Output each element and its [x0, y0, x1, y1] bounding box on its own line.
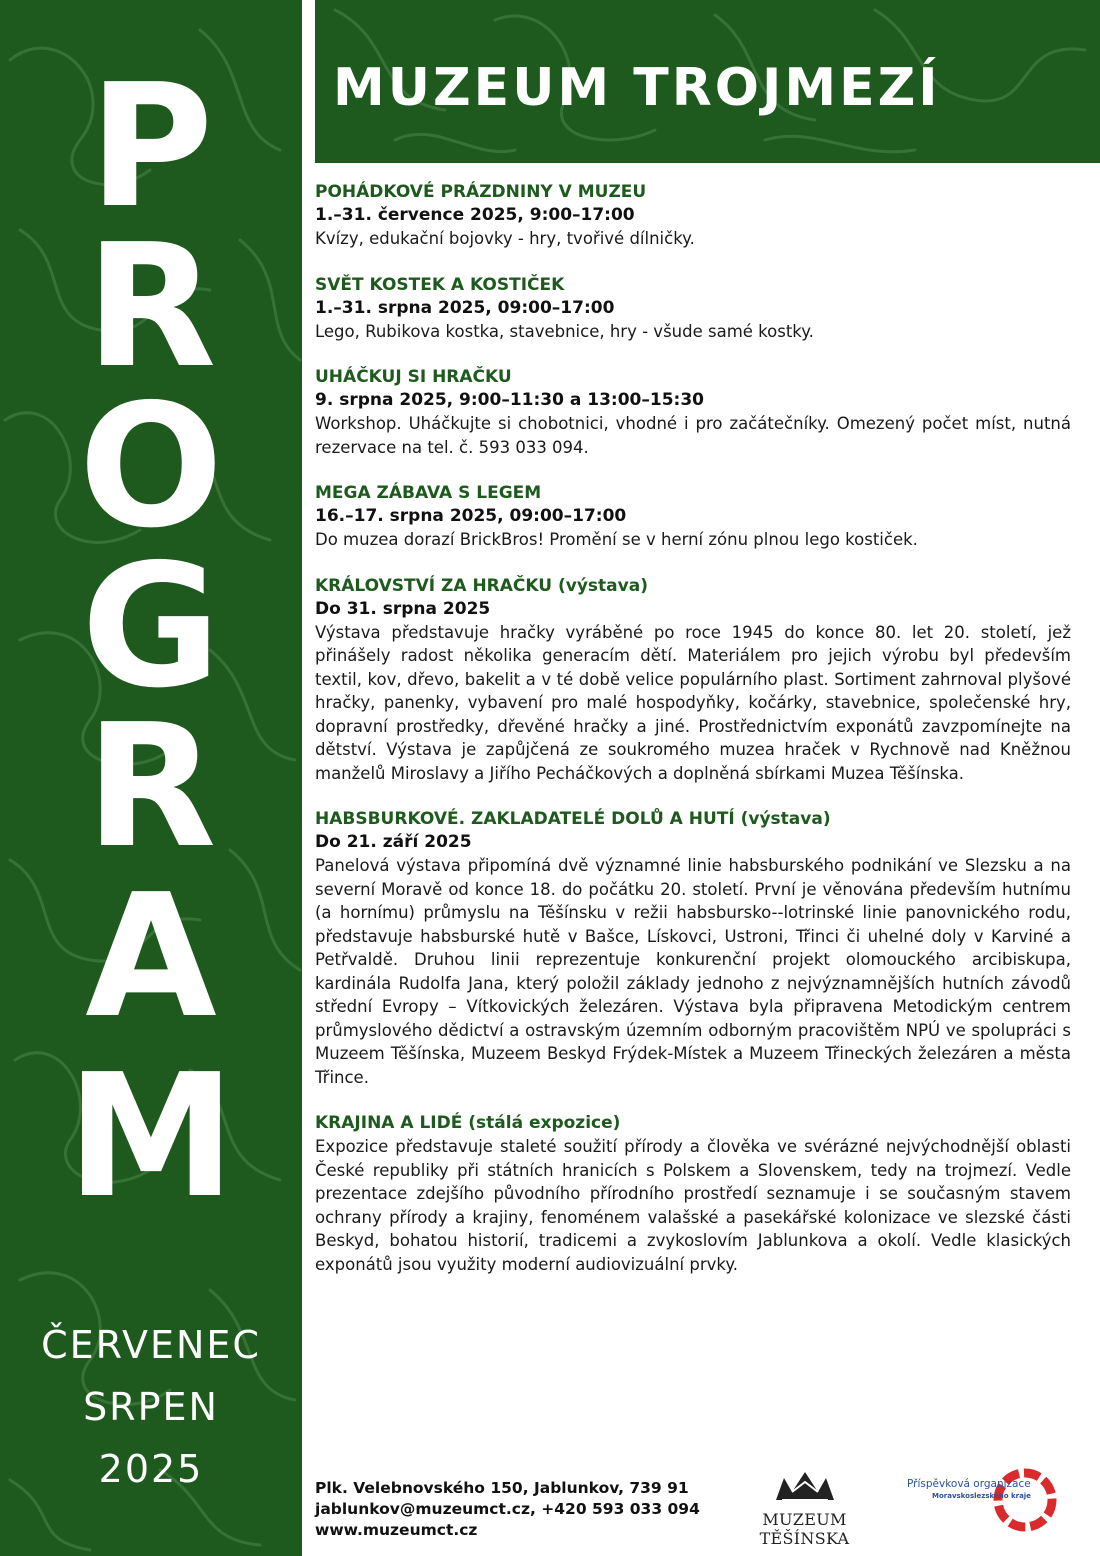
month-august: SRPEN — [83, 1385, 219, 1429]
event-item — [315, 273, 1071, 344]
event-title: POHÁDKOVÉ PRÁZDNINY V MUZEU — [315, 182, 647, 202]
event-date: 1.–31. července 2025, 9:00–17:00 — [315, 205, 635, 225]
month-july: ČERVENEC — [41, 1323, 261, 1367]
program-letter-g: G — [81, 528, 221, 726]
region-logo — [904, 1466, 1064, 1536]
event-item — [315, 365, 1071, 459]
museum-logo-text: MUZEUM TĚŠÍNSKA — [759, 1510, 850, 1548]
event-item — [315, 481, 1071, 552]
program-letter-p: P — [88, 48, 214, 246]
events-list — [315, 180, 1071, 1298]
header-banner — [315, 0, 1100, 163]
event-description: Expozice představuje staleté soužití přírody a člověka ve svérázné nejvýchodnější oblasti České republiky při státních hranicích s Polskem a Slovenskem, tedy na trojmezí. Vedle prezentace zdejšího původního přírodního prostředí seznamuje i se současným stavem ochrany přírody a krajiny, fenoménem valašské a pasekářské kolonizace ve slezské části Beskyd, bohatou historií, tradicemi a zvykoslovím Jablunkova a okolí. Vedle klasických exponátů jsou využity moderní audiovizuální prvky. — [315, 1137, 1071, 1274]
event-item — [315, 1111, 1071, 1276]
event-description: Výstava představuje hračky vyráběné po roce 1945 do konce 80. let 20. století, jež přinášely radost několika generacím dětí. Materiálem pro jejich výrobu byl především textil, kov, dřevo, bakelit a v té době velice populárního plast. Sortiment zahrnoval plyšové hračky, panenky, vybavení pro malé hospodyňky, kočárky, stavebnice, společenské hry, dopravní prostředky, dřevěné hračky a jiné. Prostřednictvím exponátů zavzpomínejte na dětství. Výstava je zapůjčená ze soukromého muzea hraček v Rychnově nad Kněžnou manželů Miroslavy a Jiřího Pecháčkových a doplněná sbírkami Muzea Těšínska. — [315, 622, 1071, 783]
footer-address: Plk. Velebnovského 150, Jablunkov, 739 91 — [315, 1479, 689, 1497]
event-item — [315, 807, 1071, 1089]
region-ring-icon — [904, 1466, 1064, 1536]
region-logo-line2: Moravskoslezského kraje — [932, 1492, 1031, 1500]
event-description: Do muzea dorazí BrickBros! Promění se v herní zónu plnou lego kostiček. — [315, 530, 918, 549]
event-item — [315, 180, 1071, 251]
museum-crown-icon — [770, 1470, 840, 1504]
sidebar-panel — [0, 0, 302, 1556]
event-date: Do 21. září 2025 — [315, 832, 472, 852]
page-title: MUZEUM TROJMEZÍ — [333, 58, 941, 118]
event-item — [315, 574, 1071, 786]
event-date: 1.–31. srpna 2025, 09:00–17:00 — [315, 297, 615, 318]
event-title: KRÁLOVSTVÍ ZA HRAČKU (výstava) — [315, 575, 648, 596]
region-logo-line1: Příspěvková organizace — [907, 1478, 1031, 1490]
program-letter-a: A — [85, 858, 217, 1056]
museum-logo — [722, 1470, 887, 1548]
event-description: Workshop. Uháčkujte si chobotnici, vhodné i pro začátečníky. Omezený počet míst, nutná rezervace na tel. č. 593 033 094. — [315, 414, 1071, 457]
event-date: 9. srpna 2025, 9:00–11:30 a 13:00–15:30 — [315, 390, 704, 410]
event-description: Kvízy, edukační bojovky - hry, tvořivé dílničky. — [315, 229, 695, 248]
event-date: 16.–17. srpna 2025, 09:00–17:00 — [315, 506, 627, 526]
event-title: SVĚT KOSTEK A KOSTIČEK — [315, 274, 565, 295]
program-letter-r: R — [85, 208, 217, 406]
event-title: UHÁČKUJ SI HRAČKU — [315, 367, 512, 387]
footer-website-link[interactable]: www.muzeumct.cz — [315, 1521, 478, 1539]
event-date: Do 31. srpna 2025 — [315, 598, 491, 619]
event-title: MEGA ZÁBAVA S LEGEM — [315, 483, 542, 503]
footer-contact — [315, 1478, 700, 1541]
year-label: 2025 — [98, 1447, 204, 1491]
event-description: Panelová výstava připomíná dvě významné linie habsburského podnikání ve Slezsku a na severní Moravě od konce 18. do počátku 20. století. První je věnována především hutnímu (a hornímu) průmyslu na Těšínsku v režii habsbursko--lotrinské linie panovnického rodu, představuje habsburské hutě v Bašce, Lískovci, Ustroni, Třinci či uhelné doly v Karviné a Petřvaldě. Druhou linii reprezentuje konkurenční projekt olomouckého arcibiskupa, kardinála Rudolfa Jana, který položil základy jednoho z nejvýznamnějších hutních závodů střední Evropy – Vítkovických železáren. Výstava byla připravena Metodickým centrem průmyslového dědictví a ostravským územním odborným pracovištěm NPÚ ve spolupráci s Muzeem Těšínska, Muzeem Beskyd Frýdek-Místek a Muzeem Třineckých železáren a města Třince. — [315, 856, 1071, 1087]
program-letter-r2: R — [85, 688, 217, 886]
footer-email-phone[interactable]: jablunkov@muzeumct.cz, +420 593 033 094 — [315, 1500, 700, 1518]
program-letter-m: M — [66, 1038, 236, 1236]
event-title: HABSBURKOVÉ. ZAKLADATELÉ DOLŮ A HUTÍ (výstava) — [315, 809, 831, 829]
event-description: Lego, Rubikova kostka, stavebnice, hry - všude samé kostky. — [315, 321, 814, 341]
program-letter-o: O — [78, 368, 224, 566]
event-title: KRAJINA A LIDÉ (stálá expozice) — [315, 1113, 621, 1133]
